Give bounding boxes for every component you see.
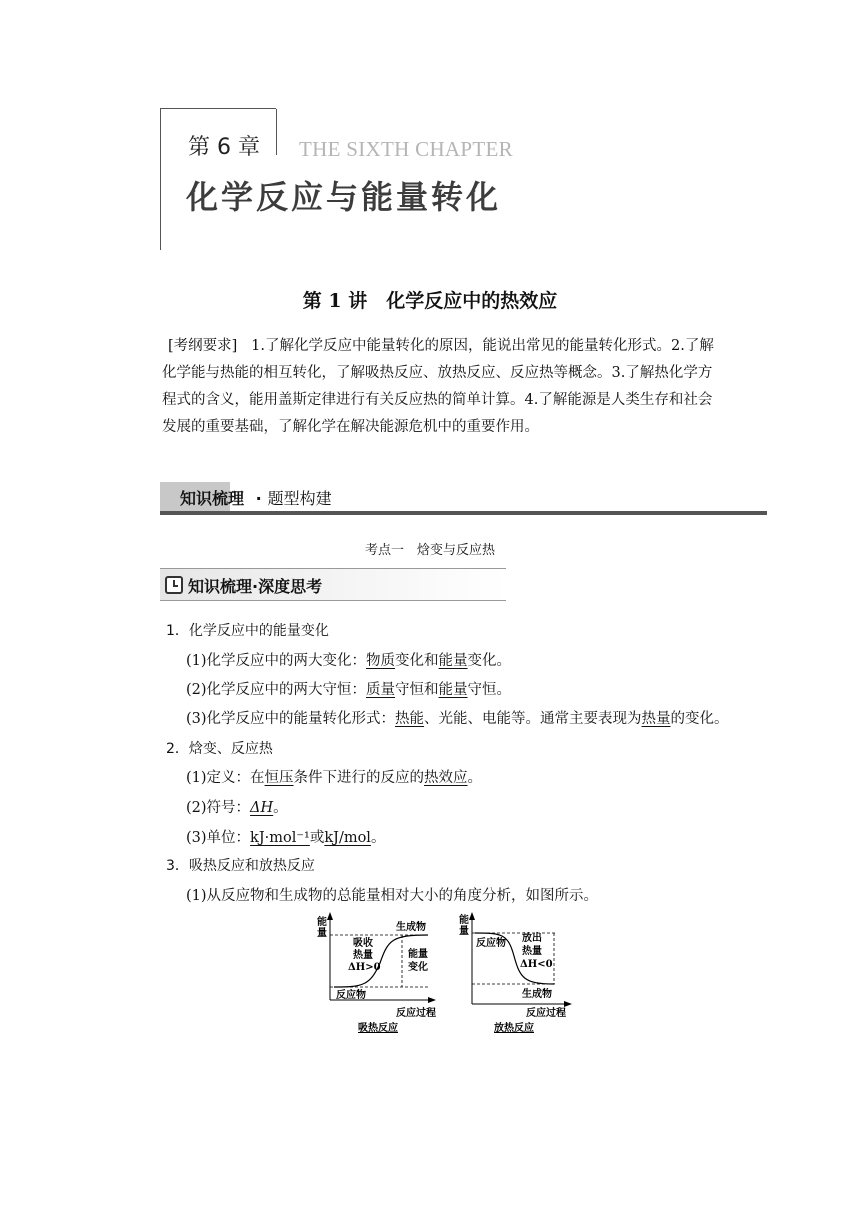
clock-icon (165, 576, 183, 594)
item-2-1: (1)定义：在恒压条件下进行的反应的热效应。 (186, 770, 483, 786)
svg-text:热量: 热量 (522, 946, 542, 957)
heading-1: 1．化学反应中的能量变化 (166, 623, 329, 639)
section-header-bar (160, 482, 767, 516)
item-1-3: (3)化学反应中的能量转化形式：热能、光能、电能等。通常主要表现为热量的变化。 (186, 711, 729, 727)
heading-3: 3．吸热反应和放热反应 (166, 858, 315, 874)
svg-text:吸收: 吸收 (353, 938, 373, 949)
item-1-1: (1)化学反应中的两大变化：物质变化和能量变化。 (186, 653, 512, 669)
item-2-2: (2)符号：ΔH。 (186, 800, 288, 816)
chapter-english-title: THE SIXTH CHAPTER (299, 137, 513, 161)
chapter-label: 第 6 章 (188, 135, 260, 160)
endo-curve (334, 935, 428, 987)
svg-text:放出: 放出 (522, 933, 542, 944)
heading-2: 2．焓变、反应热 (166, 741, 273, 757)
syllabus-line-1: [考纲要求] 1.了解化学反应中能量转化的原因，能说出常见的能量转化形式。2.了解 (168, 338, 714, 354)
item-2-3: (3)单位：kJ·mol⁻¹或kJ/mol。 (186, 830, 386, 846)
svg-text:能: 能 (459, 915, 469, 926)
syllabus-line-3: 程式的含义，能用盖斯定律进行有关反应热的简单计算。4.了解能源是人类生存和社会 (162, 392, 713, 408)
item-3-1: (1)从反应物和生成物的总能量相对大小的角度分析，如图所示。 (186, 888, 599, 904)
exo-caption: 放热反应 (494, 1023, 534, 1034)
item-1-2: (2)化学反应中的两大守恒：质量守恒和能量守恒。 (186, 682, 512, 698)
topic-heading: 考点一 焓变与反应热 (364, 543, 495, 558)
svg-text:生成物: 生成物 (522, 989, 552, 1000)
syllabus-line-4: 发展的重要基础，了解化学在解决能源危机中的重要作用。 (162, 419, 539, 435)
svg-text:能量: 能量 (408, 949, 428, 960)
exothermic-diagram (459, 912, 572, 1034)
svg-text:ΔH<0: ΔH<0 (520, 959, 553, 970)
endothermic-diagram (317, 912, 436, 1034)
svg-text:反应过程: 反应过程 (526, 1008, 566, 1019)
syllabus-line-2: 化学能与热能的相互转化，了解吸热反应、放热反应、反应热等概念。3.了解热化学方 (162, 365, 713, 381)
endo-caption: 吸热反应 (358, 1023, 398, 1034)
subsection-bar (160, 568, 506, 601)
svg-text:ΔH>0: ΔH>0 (348, 962, 381, 973)
svg-text:量: 量 (459, 926, 469, 937)
endo-product-label: 生成物 (396, 922, 426, 933)
section-title: 知识梳理 · 题型构建 (180, 489, 332, 508)
energy-diagrams (300, 908, 600, 1040)
endo-reactant-label: 反应物 (336, 990, 366, 1001)
syllabus-tag: [考纲要求] (168, 338, 238, 354)
subsection-title: 知识梳理·深度思考 (188, 577, 323, 596)
endo-x-label: 反应过程 (396, 1008, 436, 1019)
svg-text:反应物: 反应物 (476, 938, 506, 949)
chapter-title: 化学反应与能量转化 (186, 178, 502, 216)
endo-axis-y-label-1: 能 (317, 917, 327, 928)
endo-axis-y-label-2: 量 (317, 928, 327, 939)
svg-text:热量: 热量 (353, 950, 373, 961)
lecture-title: 第 1 讲 化学反应中的热效应 (302, 290, 558, 312)
svg-text:变化: 变化 (408, 962, 428, 973)
